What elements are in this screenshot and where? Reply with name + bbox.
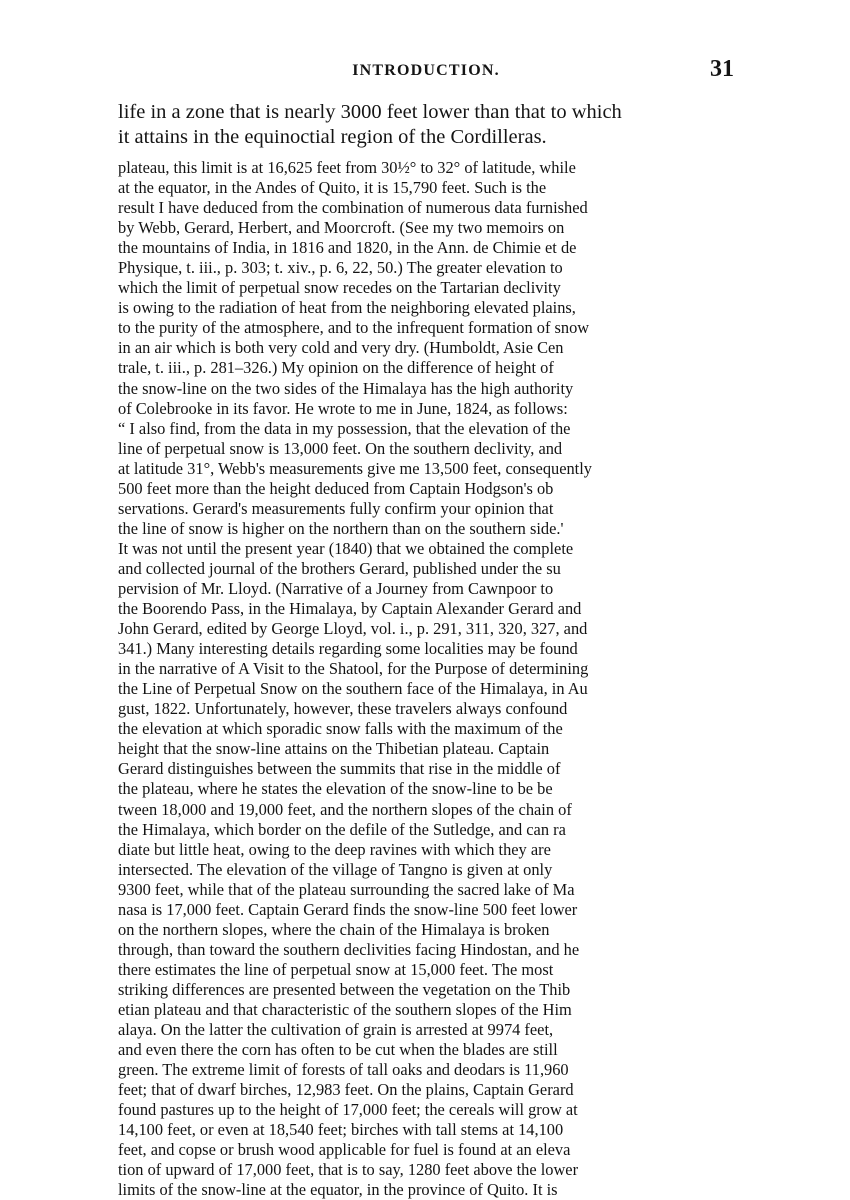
footnote-line: tween 18,000 and 19,000 feet, and the northern slopes of the chain of [118, 799, 572, 819]
footnote-line: alaya. On the latter the cultivation of grain is arrested at 9974 feet, [118, 1020, 554, 1040]
footnote-line: and collected journal of the brothers Gerard, published under the su [118, 558, 561, 578]
footnote-line: and even there the corn has often to be cut when the blades are still [118, 1040, 558, 1060]
footnote-line: on the northern slopes, where the chain of the Himalaya is broken [118, 919, 550, 939]
footnote-line: feet; that of dwarf birches, 12,983 feet. On the plains, Captain Gerard [118, 1080, 574, 1100]
footnote-line: there estimates the line of perpetual snow at 15,000 feet. The most [118, 959, 554, 979]
footnote-line: to the purity of the atmosphere, and to the infrequent formation of snow [118, 318, 590, 338]
footnote-line: Gerard distinguishes between the summits that rise in the middle of [118, 759, 561, 779]
footnote-line: gust, 1822. Unfortunately, however, these travelers always confound [118, 699, 568, 719]
footnote-line: at the equator, in the Andes of Quito, it is 15,790 feet. Such is the [118, 178, 547, 198]
main-text-line: life in a zone that is nearly 3000 feet lower than that to which [118, 101, 622, 123]
footnote-line: in the narrative of A Visit to the Shatool, for the Purpose of determining [118, 659, 589, 679]
footnote [118, 158, 734, 1200]
footnote-line: result I have deduced from the combination of numerous data furnished [118, 198, 588, 218]
footnote-line: the Line of Perpetual Snow on the southern face of the Himalaya, in Au [118, 679, 588, 699]
footnote-line: is owing to the radiation of heat from the neighboring elevated plains, [118, 298, 576, 318]
footnote-line: which the limit of perpetual snow recedes on the Tartarian declivity [118, 278, 561, 298]
footnote-line: through, than toward the southern declivities facing Hindostan, and he [118, 939, 580, 959]
footnote-line: by Webb, Gerard, Herbert, and Moorcroft. (See my two memoirs on [118, 218, 565, 238]
footnote-line: the Himalaya, which border on the defile of the Sutledge, and can ra [118, 819, 566, 839]
footnote-line: feet, and copse or brush wood applicable for fuel is found at an eleva [118, 1140, 571, 1160]
footnote-line: tion of upward of 17,000 feet, that is to say, 1280 feet above the lower [118, 1160, 579, 1180]
footnote-line: trale, t. iii., p. 281–326.) My opinion on the difference of height of [118, 358, 554, 378]
footnote-line: pervision of Mr. Lloyd. (Narrative of a Journey from Cawnpoor to [118, 578, 554, 598]
footnote-line: nasa is 17,000 feet. Captain Gerard finds the snow-line 500 feet lower [118, 899, 578, 919]
footnote-line: “ I also find, from the data in my possession, that the elevation of the [118, 418, 571, 438]
footnote-line: It was not until the present year (1840) that we obtained the complete [118, 538, 574, 558]
footnote-line: intersected. The elevation of the village of Tangno is given at only [118, 859, 553, 879]
main-text-line: it attains in the equinoctial region of the Cordilleras. [118, 126, 547, 148]
footnote-line: the snow-line on the two sides of the Himalaya has the high authority [118, 378, 574, 398]
footnote-line: the plateau, where he states the elevation of the snow-line to be be [118, 779, 553, 799]
footnote-line: etian plateau and that characteristic of the southern slopes of the Him [118, 999, 572, 1019]
footnote-line: 500 feet more than the height deduced from Captain Hodgson's ob [118, 478, 554, 498]
footnote-line: found pastures up to the height of 17,000 feet; the cereals will grow at [118, 1100, 578, 1120]
footnote-line: 14,100 feet, or even at 18,540 feet; birches with tall stems at 14,100 [118, 1120, 564, 1140]
footnote-line: 9300 feet, while that of the plateau surrounding the sacred lake of Ma [118, 879, 575, 899]
page-number: 31 [710, 56, 734, 82]
footnote-line: at latitude 31°, Webb's measurements give me 13,500 feet, consequently [118, 458, 592, 478]
footnote-line: diate but little heat, owing to the deep ravines with which they are [118, 839, 551, 859]
running-title: INTRODUCTION. [352, 62, 500, 79]
footnote-line: servations. Gerard's measurements fully confirm your opinion that [118, 498, 554, 518]
footnote-line: limits of the snow-line at the equator, in the province of Quito. It is [118, 1180, 558, 1200]
footnote-line: John Gerard, edited by George Lloyd, vol. i., p. 291, 311, 320, 327, and [118, 619, 588, 639]
footnote-line: the line of snow is higher on the northern than on the southern side.' [118, 518, 564, 538]
page-header [118, 56, 734, 86]
footnote-line: 341.) Many interesting details regarding some localities may be found [118, 639, 578, 659]
footnote-line: Physique, t. iii., p. 303; t. xiv., p. 6, 22, 50.) The greater elevation to [118, 258, 563, 278]
footnote-line: of Colebrooke in its favor. He wrote to me in June, 1824, as follows: [118, 398, 568, 418]
footnote-line: the mountains of India, in 1816 and 1820, in the Ann. de Chimie et de [118, 238, 577, 258]
footnote-line: in an air which is both very cold and very dry. (Humboldt, Asie Cen [118, 338, 564, 358]
footnote-line: striking differences are presented between the vegetation on the Thib [118, 979, 571, 999]
footnote-line: the elevation at which sporadic snow falls with the maximum of the [118, 719, 563, 739]
footnote-line: height that the snow-line attains on the Thibetian plateau. Captain [118, 739, 550, 759]
footnote-line: the Boorendo Pass, in the Himalaya, by Captain Alexander Gerard and [118, 599, 582, 619]
footnote-line: line of perpetual snow is 13,000 feet. On the southern declivity, and [118, 438, 563, 458]
footnote-line: green. The extreme limit of forests of tall oaks and deodars is 11,960 [118, 1060, 569, 1080]
footnote-line: plateau, this limit is at 16,625 feet from 30½° to 32° of latitude, while [118, 158, 576, 177]
main-text [118, 100, 734, 150]
